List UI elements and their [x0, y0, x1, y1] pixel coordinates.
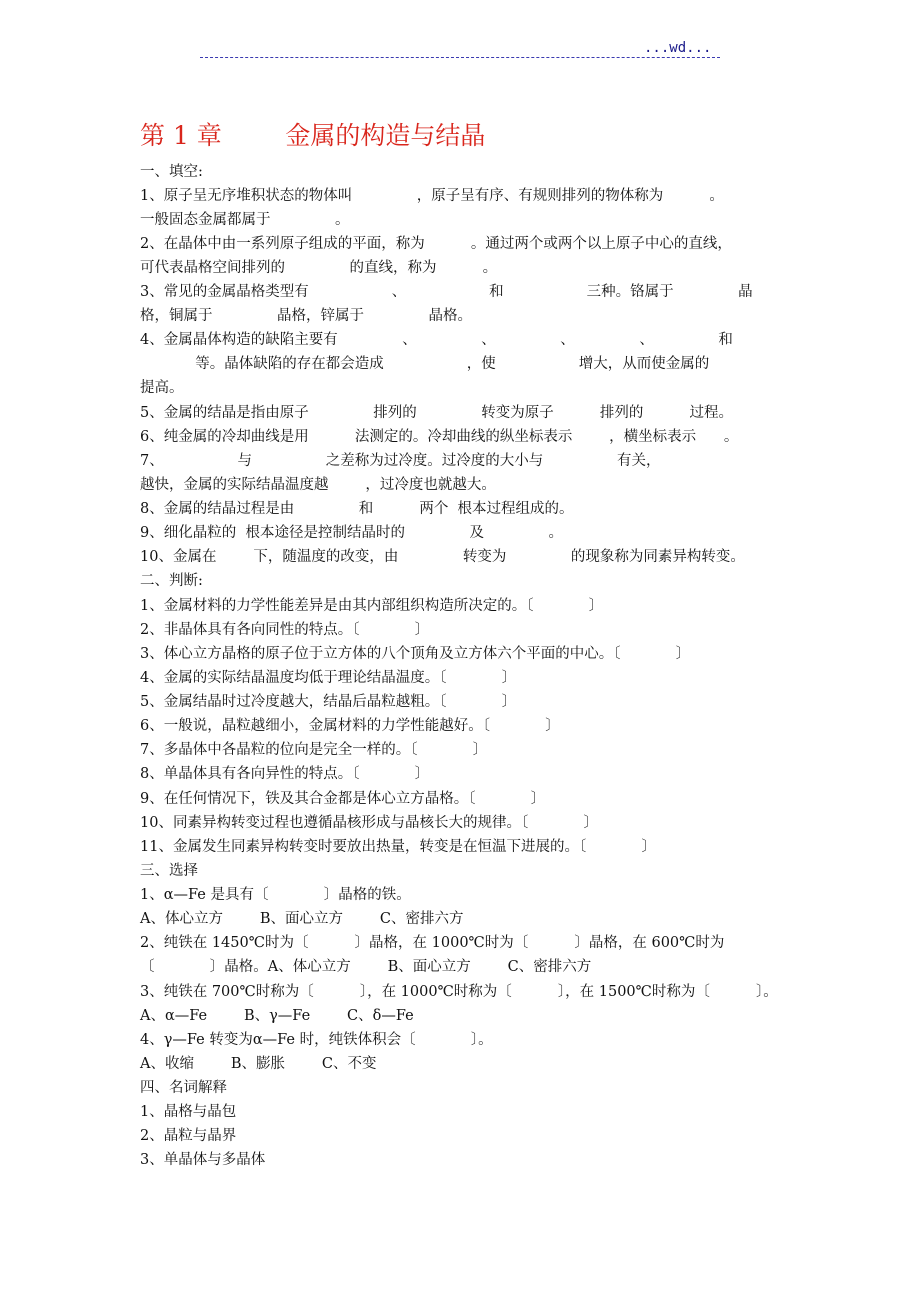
fill-q3-line2: 格，铜属于 晶格，锌属于 晶格。	[140, 308, 473, 324]
term-q1: 1、晶格与晶包	[140, 1104, 237, 1120]
fill-q7-line1: 7、 与 之差称为过冷度。过冷度的大小与 有关，	[140, 453, 661, 469]
choice-q4-options: A、收缩 B、膨胀 C、不变	[140, 1056, 377, 1072]
judge-q5: 5、金属结晶时过冷度越大，结晶后晶粒越粗。〔 〕	[140, 694, 517, 710]
choice-q2-line1: 2、纯铁在 1450℃时为〔 〕晶格，在 1000℃时为〔 〕晶格，在 600℃时为	[140, 935, 725, 951]
chapter-title: 第 1 章 金属的构造与结晶	[140, 121, 486, 150]
fill-q2-line1: 2、在晶体中由一系列原子组成的平面，称为 。通过两个或两个以上原子中心的直线，	[140, 236, 732, 252]
choice-q3: 3、纯铁在 700℃时称为〔 〕，在 1000℃时称为〔 〕，在 1500℃时称为〔 〕。	[140, 984, 778, 1000]
choice-q1-options: A、体心立方 B、面心立方 C、密排六方	[140, 911, 464, 927]
judge-q1: 1、金属材料的力学性能差异是由其内部组织构造所决定的。〔 〕	[140, 598, 604, 614]
judge-q2: 2、非晶体具有各向同性的特点。〔 〕	[140, 622, 430, 638]
judge-q10: 10、同素异构转变过程也遵循晶核形成与晶核长大的规律。〔 〕	[140, 815, 599, 831]
choice-q1: 1、α—Fe 是具有〔 〕晶格的铁。	[140, 887, 411, 903]
fill-q6: 6、纯金属的冷却曲线是用 法测定的。冷却曲线的纵坐标表示 ，横坐标表示 。	[140, 429, 739, 445]
fill-q3-line1: 3、常见的金属晶格类型有 、 和 三种。铬属于 晶	[140, 284, 753, 300]
term-q3: 3、单晶体与多晶体	[140, 1152, 266, 1168]
term-q2: 2、晶粒与晶界	[140, 1128, 237, 1144]
judge-q9: 9、在任何情况下，铁及其合金都是体心立方晶格。〔 〕	[140, 791, 546, 807]
fill-q4-line3: 提高。	[140, 380, 184, 396]
fill-q1-line1: 1、原子呈无序堆积状态的物体叫 ，原子呈有序、有规则排列的物体称为 。	[140, 188, 724, 204]
fill-q2-line2: 可代表晶格空间排列的 的直线，称为 。	[140, 260, 498, 276]
judge-q7: 7、多晶体中各晶粒的位向是完全一样的。〔 〕	[140, 742, 488, 758]
judge-q11: 11、金属发生同素异构转变时要放出热量，转变是在恒温下进展的。〔 〕	[140, 839, 657, 855]
fill-q1-line2: 一般固态金属都属于 。	[140, 212, 350, 228]
fill-q7-line2: 越快，金属的实际结晶温度越 ，过冷度也就越大。	[140, 477, 496, 493]
judge-q4: 4、金属的实际结晶温度均低于理论结晶温度。〔 〕	[140, 670, 517, 686]
header-dashed-rule	[200, 57, 720, 58]
judge-q3: 3、体心立方晶格的原子位于立方体的八个顶角及立方体六个平面的中心。〔 〕	[140, 646, 691, 662]
section-heading-fill-in: 一、填空:	[140, 164, 203, 180]
judge-q8: 8、单晶体具有各向异性的特点。〔 〕	[140, 766, 430, 782]
page-header-mark: ...wd...	[644, 40, 712, 56]
fill-q4-line1: 4、金属晶体构造的缺陷主要有 、 、 、 、 和	[140, 332, 733, 348]
choice-q3-options: A、α—Fe B、γ—Fe C、δ—Fe	[140, 1008, 414, 1024]
fill-q5: 5、金属的结晶是指由原子 排列的 转变为原子 排列的 过程。	[140, 405, 733, 421]
section-heading-judge: 二、判断:	[140, 573, 203, 589]
choice-q4: 4、γ—Fe 转变为α—Fe 时，纯铁体积会〔 〕。	[140, 1032, 493, 1048]
section-heading-choice: 三、选择	[140, 863, 198, 879]
fill-q4-line2: 等。晶体缺陷的存在都会造成 ，使 增大，从而使金属的	[140, 356, 710, 372]
section-heading-terms: 四、名词解释	[140, 1080, 227, 1096]
fill-q10: 10、金属在 下，随温度的改变，由 转变为 的现象称为同素异构转变。	[140, 549, 745, 565]
judge-q6: 6、一般说，晶粒越细小，金属材料的力学性能越好。〔 〕	[140, 718, 560, 734]
choice-q2-line2: 〔 〕晶格。A、体心立方 B、面心立方 C、密排六方	[140, 959, 592, 975]
fill-q8: 8、金属的结晶过程是由 和 两个 根本过程组成的。	[140, 501, 574, 517]
fill-q9: 9、细化晶粒的 根本途径是控制结晶时的 及 。	[140, 525, 563, 541]
